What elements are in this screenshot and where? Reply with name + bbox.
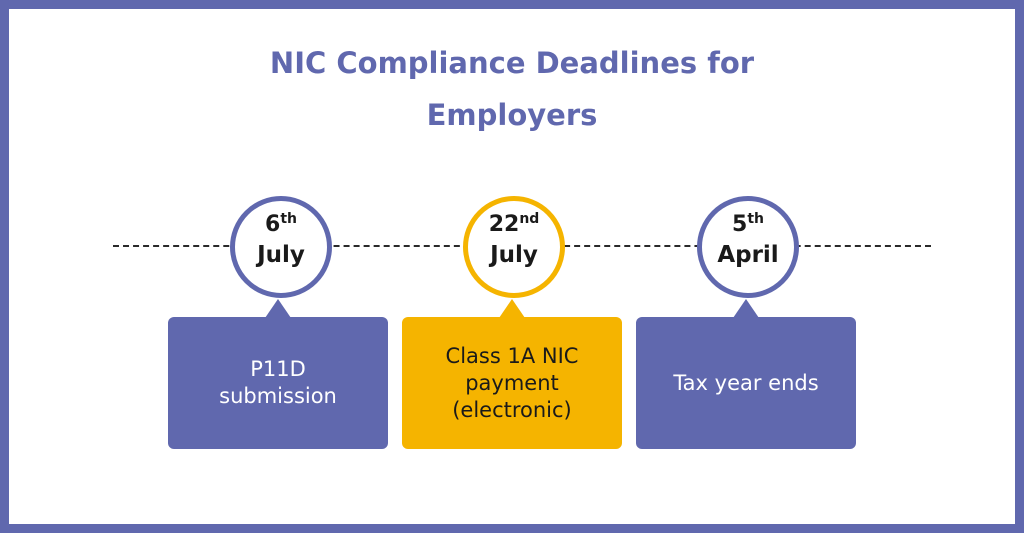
- milestone-circle-22-july: [463, 196, 565, 298]
- milestone-circle-5-april: [697, 196, 799, 298]
- title-line-1: NIC Compliance Deadlines for: [269, 46, 755, 80]
- milestone-day: 5th: [732, 211, 764, 237]
- page-title: [9, 37, 1015, 141]
- milestone-month: April: [717, 242, 779, 268]
- callout-p11d-submission: [168, 317, 388, 449]
- milestone-circle-6-july: [230, 196, 332, 298]
- callout-text: Tax year ends: [673, 370, 819, 395]
- milestone-day: 22nd: [488, 211, 540, 237]
- callout-class-1a-nic-payment: [402, 317, 622, 449]
- milestone-month: July: [257, 242, 305, 268]
- callout-text: Class 1A NIC payment (electronic): [445, 343, 579, 422]
- milestone-day: 6th: [265, 211, 297, 237]
- title-line-2: Employers: [426, 98, 598, 132]
- callout-tax-year-ends: [636, 317, 856, 449]
- milestone-month: July: [490, 242, 538, 268]
- callout-text: P11D submission: [219, 357, 337, 408]
